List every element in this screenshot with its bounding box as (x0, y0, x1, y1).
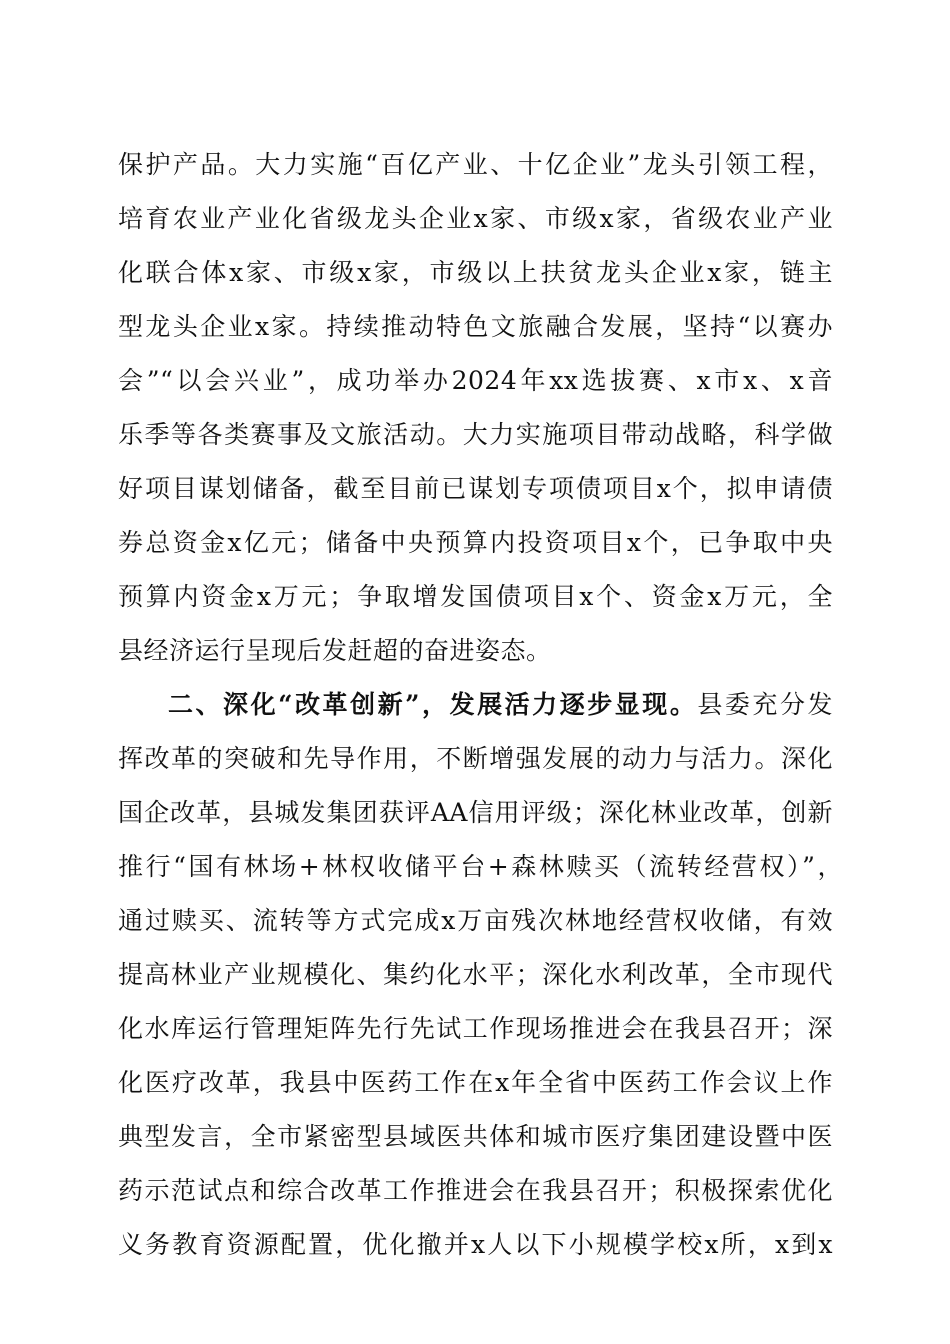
text-line: 会”“以会兴业”，成功举办2024年xx选拔赛、x市x、x音 (118, 366, 833, 395)
text-line: 化联合体x家、市级x家，市级以上扶贫龙头企业x家，链主 (118, 258, 833, 287)
text-line: 典型发言，全市紧密型县域医共体和城市医疗集团建设暨中医 (118, 1122, 833, 1151)
text-line: 券总资金x亿元；储备中央预算内投资项目x个，已争取中央 (118, 528, 833, 557)
heading-line-rest: 县委充分发 (697, 690, 833, 719)
document-body (118, 138, 843, 1272)
text-line: 型龙头企业x家。持续推动特色文旅融合发展，坚持“以赛办 (118, 312, 833, 341)
text-line: 挥改革的突破和先导作用，不断增强发展的动力与活力。深化 (118, 744, 833, 773)
text-line: 预算内资金x万元；争取增发国债项目x个、资金x万元，全 (118, 582, 833, 611)
text-line: 化水库运行管理矩阵先行先试工作现场推进会在我县召开；深 (118, 1014, 833, 1043)
section-heading: 二、深化“改革创新”，发展活力逐步显现。 (168, 690, 698, 719)
text-line: 培育农业产业化省级龙头企业x家、市级x家，省级农业产业 (118, 204, 833, 233)
text-line: 通过赎买、流转等方式完成x万亩残次林地经营权收储，有效 (118, 906, 833, 935)
paragraph-economy (118, 138, 833, 678)
text-line: 好项目谋划储备，截至目前已谋划专项债项目x个，拟申请债 (118, 474, 833, 503)
text-line: 药示范试点和综合改革工作推进会在我县召开；积极探索优化 (118, 1176, 833, 1205)
text-line: 保护产品。大力实施“百亿产业、十亿企业”龙头引领工程， (118, 150, 833, 179)
text-line: 国企改革，县城发集团获评AA信用评级；深化林业改革，创新 (118, 798, 833, 827)
text-line: 推行“国有林场+林权收储平台+森林赎买（流转经营权）”， (118, 852, 843, 881)
text-line: 化医疗改革，我县中医药工作在x年全省中医药工作会议上作 (118, 1068, 833, 1097)
text-line: 提高林业产业规模化、集约化水平；深化水利改革，全市现代 (118, 960, 833, 989)
text-line: 义务教育资源配置，优化撤并x人以下小规模学校x所，x到x (118, 1230, 833, 1259)
text-line: 乐季等各类赛事及文旅活动。大力实施项目带动战略，科学做 (118, 420, 833, 449)
text-line: 县经济运行呈现后发赶超的奋进姿态。 (118, 636, 552, 665)
paragraph-first-line (118, 678, 833, 732)
paragraph-reform (118, 678, 843, 1272)
